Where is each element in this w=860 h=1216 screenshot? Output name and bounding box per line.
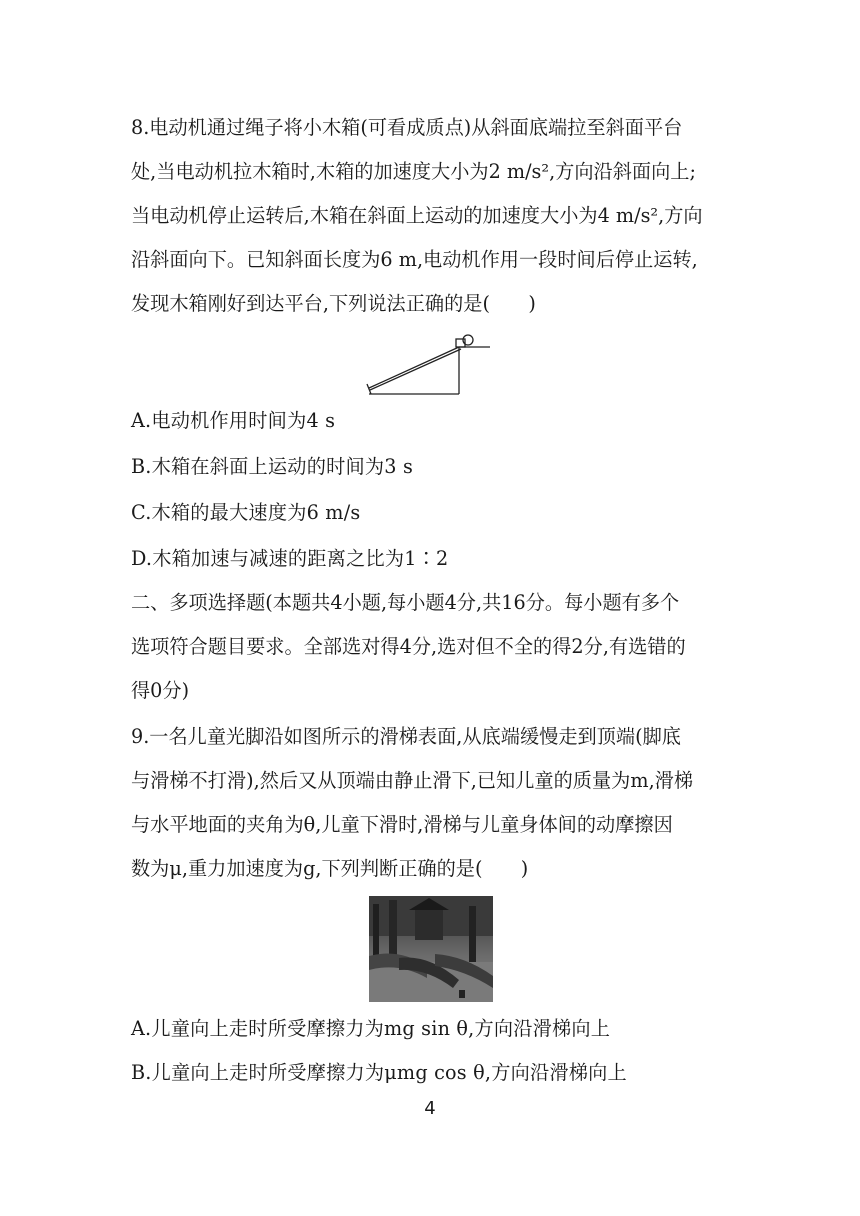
q8-stem-line-4: 沿斜面向下。已知斜面长度为6 m,电动机作用一段时间后停止运转, [131,248,698,271]
page-number: 4 [424,1098,436,1119]
slide-photo-art [369,896,493,1002]
section2-heading-line-3: 得0分) [131,679,190,702]
q8-option-c: C.木箱的最大速度为6 m/s [131,501,361,524]
q8-stem-line-2: 处,当电动机拉木箱时,木箱的加速度大小为2 m/s²,方向沿斜面向上; [131,160,696,183]
q9-stem-line-1: 9.一名儿童光脚沿如图所示的滑梯表面,从底端缓慢走到顶端(脚底 [131,725,681,748]
section2-heading-line-2: 选项符合题目要求。全部选对得4分,选对但不全的得2分,有选错的 [131,635,686,658]
playground-slide-photo [369,896,493,1002]
q9-stem-line-3: 与水平地面的夹角为θ,儿童下滑时,滑梯与儿童身体间的动摩擦因 [131,813,673,836]
incline-slope-line [369,347,459,388]
incline-stopper [367,384,371,394]
q8-stem-line-3: 当电动机停止运转后,木箱在斜面上运动的加速度大小为4 m/s²,方向 [131,204,703,227]
q8-option-d: D.木箱加速与减速的距离之比为1∶2 [131,547,449,570]
q8-option-b: B.木箱在斜面上运动的时间为3 s [131,455,414,478]
q8-stem-line-5: 发现木箱刚好到达平台,下列说法正确的是( ) [131,292,536,315]
incline-rope-line [370,349,461,390]
q9-stem-line-4: 数为μ,重力加速度为g,下列判断正确的是( ) [131,857,529,880]
q8-option-a: A.电动机作用时间为4 s [131,409,336,432]
q9-stem-line-2: 与滑梯不打滑),然后又从顶端由静止滑下,已知儿童的质量为m,滑梯 [131,769,694,792]
q9-option-b: B.儿童向上走时所受摩擦力为μmg cos θ,方向沿滑梯向上 [131,1061,627,1084]
incline-diagram [364,328,494,396]
section2-heading-line-1: 二、多项选择题(本题共4小题,每小题4分,共16分。每小题有多个 [131,591,680,614]
q8-stem-line-1: 8.电动机通过绳子将小木箱(可看成质点)从斜面底端拉至斜面平台 [131,116,683,139]
q9-option-a: A.儿童向上走时所受摩擦力为mg sin θ,方向沿滑梯向上 [131,1017,611,1040]
